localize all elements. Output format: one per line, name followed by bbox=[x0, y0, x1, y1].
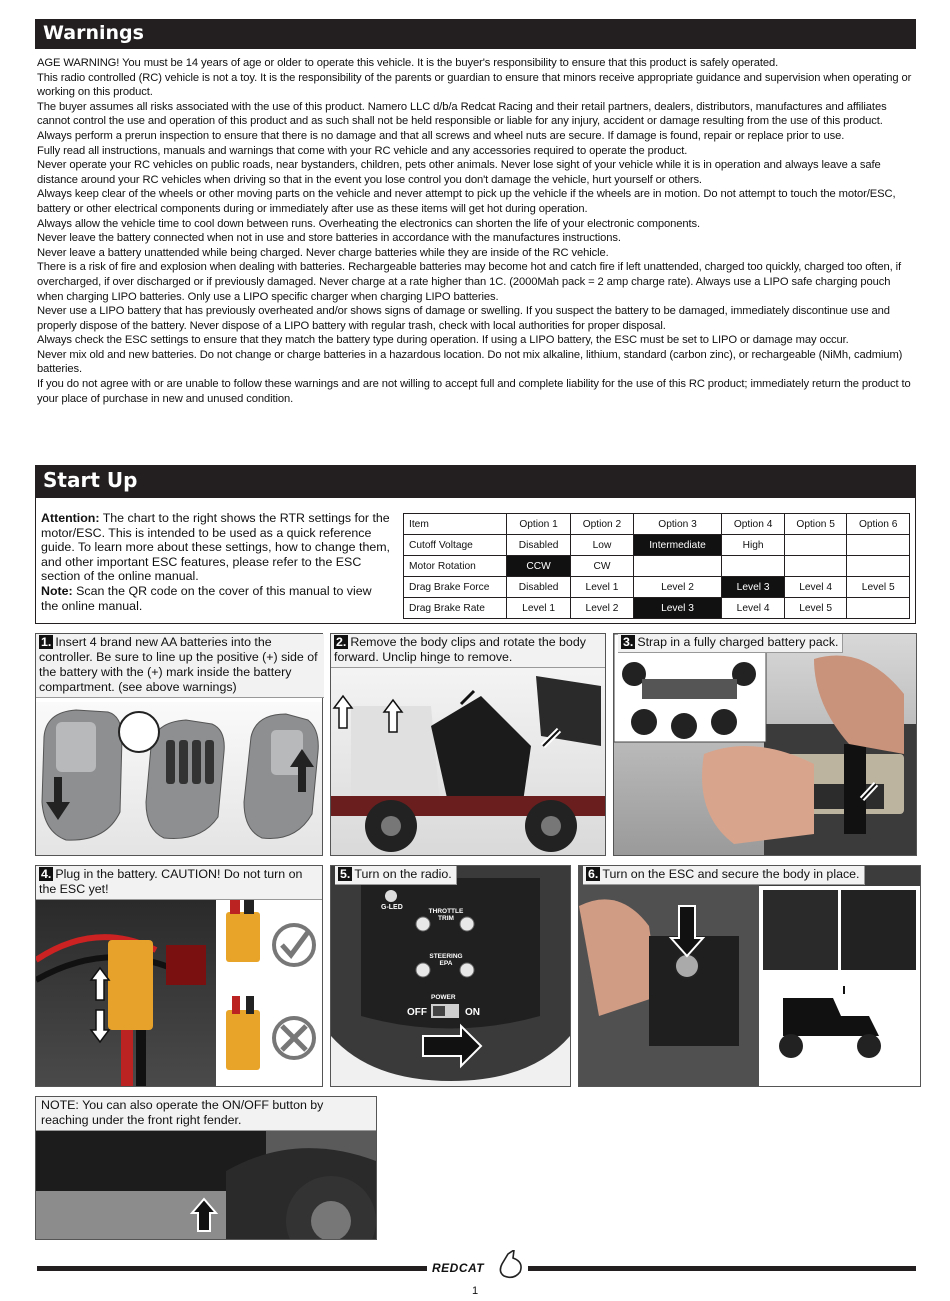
esc-table-row bbox=[404, 535, 910, 556]
page-number: 1 bbox=[471, 1285, 479, 1297]
power-on-label: ON bbox=[465, 1007, 480, 1018]
esc-cell: Level 5 bbox=[784, 598, 847, 619]
esc-cell bbox=[847, 556, 910, 577]
warning-paragraph: This radio controlled (RC) vehicle is not a toy. It is the responsibility of the parents or guardian to ensure that minors receive appropriate guidance and supervision when operating or working on this product. bbox=[37, 71, 912, 99]
esc-header-cell: Item bbox=[404, 514, 507, 535]
radio-transmitter-photo bbox=[331, 866, 570, 1086]
esc-table-header bbox=[404, 514, 910, 535]
warning-paragraph: Always allow the vehicle time to cool down between runs. Overheating the electronics can shorten the life of your electronic components. bbox=[37, 217, 700, 230]
throttle-trim-label: THROTTLE TRIM bbox=[428, 908, 464, 922]
esc-header-cell: Option 5 bbox=[784, 514, 847, 535]
esc-cell: High bbox=[722, 535, 785, 556]
controller-battery-photo bbox=[36, 702, 322, 855]
esc-table-row bbox=[404, 556, 910, 577]
esc-cell: Level 1 bbox=[571, 577, 634, 598]
esc-cell: Drag Brake Rate bbox=[404, 598, 507, 619]
warning-paragraph: AGE WARNING! You must be 14 years of age or older to operate this vehicle. It is the buyer's responsibility to ensure that this product is safely operated. bbox=[37, 57, 779, 69]
power-label: POWER bbox=[431, 994, 456, 1001]
attention-label: Attention: bbox=[41, 511, 100, 525]
esc-header-cell: Option 1 bbox=[507, 514, 571, 535]
esc-cell bbox=[784, 556, 847, 577]
warning-paragraph: Never leave the battery connected when not in use and store batteries in accordance with the manufactures instructions. bbox=[37, 232, 621, 245]
footer-divider-left bbox=[37, 1266, 427, 1271]
step-2-panel bbox=[330, 633, 606, 856]
esc-header-cell: Option 3 bbox=[633, 514, 722, 535]
esc-selected-cell: Level 3 bbox=[722, 577, 785, 598]
esc-cell: Level 5 bbox=[847, 577, 910, 598]
esc-selected-cell: Intermediate bbox=[633, 535, 722, 556]
body-rotate-photo bbox=[331, 666, 605, 855]
step-5-panel bbox=[330, 865, 571, 1087]
warnings-body bbox=[37, 56, 917, 406]
step-6-panel bbox=[578, 865, 921, 1087]
startup-heading: Start Up bbox=[35, 465, 916, 497]
steering-epa-label: STEERING EPA bbox=[429, 953, 463, 967]
step-6-caption: 6. Turn on the ESC and secure the body in place. bbox=[583, 866, 865, 885]
esc-cell: Level 2 bbox=[633, 577, 722, 598]
note-caption: NOTE: You can also operate the ON/OFF button by reaching under the front right fender. bbox=[36, 1097, 376, 1131]
redcat-logo: REDCAT bbox=[430, 1250, 526, 1280]
warnings-heading: Warnings bbox=[35, 19, 916, 49]
warning-paragraph: Always keep clear of the wheels or other moving parts on the vehicle and never attempt to pick up the vehicle if the wheels are in motion. Do not attempt to touch the motor/ESC, battery or other electrical components during or immediately after use as these items will get hot during operation. bbox=[37, 188, 896, 215]
step-3-caption: 3. Strap in a fully charged battery pack. bbox=[618, 634, 843, 653]
esc-cell: Level 1 bbox=[507, 598, 571, 619]
esc-cell bbox=[847, 598, 910, 619]
esc-header-cell: Option 2 bbox=[571, 514, 634, 535]
esc-selected-cell: CCW bbox=[507, 556, 571, 577]
esc-cell bbox=[633, 556, 722, 577]
warning-paragraph: Always check the ESC settings to ensure that they match the battery type during operation. If using a LIPO battery, the ESC must be set to LIPO or damage may occur. bbox=[37, 334, 849, 347]
esc-cell: Level 4 bbox=[784, 577, 847, 598]
warning-paragraph: If you do not agree with or are unable to follow these warnings and are not willing to accept full and complete liability for the use of this RC product; immediately return the product to your place of purchase in new and unused condition. bbox=[37, 378, 911, 405]
step-4-caption: 4. Plug in the battery. CAUTION! Do not turn on the ESC yet! bbox=[36, 866, 322, 900]
warning-paragraph: Never use a LIPO battery that has previously overheated and/or shows signs of damage or swelling. If you suspect the battery to be damaged, immediately discontinue use and properly dispose of the battery. Never dispose of a LIPO battery with regular trash, check with local authorities for proper disposal. bbox=[37, 305, 890, 332]
attention-text: Attention: The chart to the right shows the RTR settings for the motor/ESC. This is intended to be used as a quick reference guide. To learn more about these settings, how to change them, and other important ESC features, please refer to the ESC section of the online manual. Note: Scan the QR code on the cover of this manual to view the online manual. bbox=[41, 511, 390, 613]
esc-cell: Drag Brake Force bbox=[404, 577, 507, 598]
esc-table-row bbox=[404, 598, 910, 619]
esc-cell: Disabled bbox=[507, 535, 571, 556]
step-4-panel bbox=[35, 865, 323, 1087]
esc-selected-cell: Level 3 bbox=[633, 598, 722, 619]
step-2-caption: 2. Remove the body clips and rotate the body forward. Unclip hinge to remove. bbox=[331, 634, 605, 668]
step-1-panel bbox=[35, 633, 323, 856]
warning-paragraph: Never mix old and new batteries. Do not change or charge batteries in a hazardous location. Do not mix alkaline, lithium, standard (carbon zinc), or rechargeable (NiMh, cadmium) batteries. bbox=[37, 348, 903, 376]
warning-paragraph: Always perform a prerun inspection to ensure that there is no damage and that all screws and wheel nuts are secure. If damage is found, repair or replace prior to use. bbox=[37, 129, 845, 142]
esc-cell bbox=[784, 535, 847, 556]
footer-divider-right bbox=[528, 1266, 916, 1271]
battery-strap-photo bbox=[614, 634, 916, 855]
warning-paragraph: There is a risk of fire and explosion when dealing with batteries. Rechargeable batteries may become hot and catch fire if left unattended, charged too quickly, charged too often, if overcharged, if over discharged or if previously damaged. Never charge at a rate higher than 1C. (2000Mah pack = 2 amp charge rate). Always use a LIPO safe charging pouch when charging LIPO batteries. Only use a LIPO specific charger when charging LIPO batteries. bbox=[37, 261, 902, 303]
fender-button-photo bbox=[36, 1131, 376, 1239]
esc-settings-table bbox=[403, 513, 910, 619]
note-label: Note: bbox=[41, 583, 73, 598]
esc-cell: Low bbox=[571, 535, 634, 556]
note-panel bbox=[35, 1096, 377, 1240]
esc-switch-photo bbox=[579, 866, 920, 1086]
connector-check-photo bbox=[216, 900, 322, 1086]
warning-paragraph: Never operate your RC vehicles on public roads, near bystanders, children, pets other animals. Never lose sight of your vehicle while it is in operation and always leave a safe distance around your RC vehicles when driving so that in the event you lose control you don't damage the vehicle, hurt yourself or others. bbox=[37, 159, 881, 186]
esc-table-row bbox=[404, 577, 910, 598]
warning-paragraph: Never leave a battery unattended while being charged. Never charge batteries while they are inside of the RC vehicle. bbox=[37, 246, 609, 259]
step-5-caption: 5. Turn on the radio. bbox=[335, 866, 457, 885]
warning-paragraph: Fully read all instructions, manuals and warnings that come with your RC vehicle and any accessories required to operate the product. bbox=[37, 144, 688, 157]
esc-cell: Motor Rotation bbox=[404, 556, 507, 577]
esc-header-cell: Option 4 bbox=[722, 514, 785, 535]
esc-header-cell: Option 6 bbox=[847, 514, 910, 535]
esc-cell: Level 4 bbox=[722, 598, 785, 619]
g-led-label: G-LED bbox=[381, 904, 403, 911]
esc-cell: Cutoff Voltage bbox=[404, 535, 507, 556]
esc-cell bbox=[722, 556, 785, 577]
esc-cell: Level 2 bbox=[571, 598, 634, 619]
esc-cell: Disabled bbox=[507, 577, 571, 598]
power-off-label: OFF bbox=[407, 1007, 427, 1018]
step-1-caption: 1. Insert 4 brand new AA batteries into the controller. Be sure to line up the positive (+) side of the battery with the (+) mark inside the battery compartment. (see above warnings) bbox=[36, 634, 324, 698]
warning-paragraph: The buyer assumes all risks associated with the use of this product. Namero LLC d/b/a Redcat Racing and their retail partners, dealers, distributors, manufactures and affiliates cannot control the use and operation of this product and as such shall not be held responsible or liable for any injury, accident or damage resulting from the use of this product. bbox=[37, 100, 887, 128]
esc-cell: CW bbox=[571, 556, 634, 577]
step-3-panel bbox=[613, 633, 917, 856]
esc-cell bbox=[847, 535, 910, 556]
battery-plug-photo bbox=[36, 900, 216, 1086]
